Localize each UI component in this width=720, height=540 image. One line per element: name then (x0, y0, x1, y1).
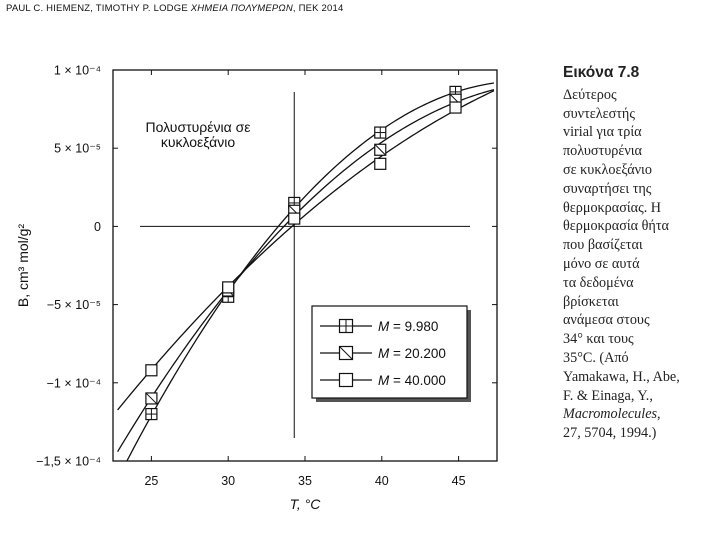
data-point (450, 102, 461, 113)
caption-line-text: που βασίζεται (563, 237, 643, 254)
caption-line-suffix: , (657, 406, 661, 423)
marker-box (223, 282, 234, 293)
data-point (223, 282, 234, 293)
caption-body (563, 86, 715, 443)
caption-line (563, 161, 715, 180)
caption-line (563, 123, 715, 142)
caption-line-text: πολυστυρένια (563, 143, 642, 160)
legend-marker (340, 374, 353, 387)
caption-line-text: Δεύτερος (563, 86, 617, 103)
x-axis-title: T, °C (289, 496, 321, 512)
caption-line-text: μόνο σε αυτά (563, 255, 640, 272)
caption-line-text: συντελεστής (563, 105, 635, 122)
caption-line-text: 35°C. (Από (563, 349, 629, 366)
x-tick-label: 25 (144, 474, 159, 488)
caption-line-text: Yamakawa, H., Abe, (563, 368, 680, 385)
caption-line-text: τα δεδομένα (563, 274, 634, 291)
caption-line (563, 142, 715, 161)
caption-line-text: σε κυκλοεξάνιο (563, 161, 652, 178)
legend-label-var: M (378, 346, 390, 361)
caption-line (563, 387, 715, 406)
data-point (375, 127, 386, 138)
marker-box (375, 158, 386, 169)
legend-label-var: M (378, 373, 390, 388)
caption-line (563, 199, 715, 218)
caption-line-text: θερμοκρασίας. Η (563, 199, 662, 216)
data-point (146, 365, 157, 376)
caption-line (563, 368, 715, 387)
marker-box (450, 102, 461, 113)
y-tick-label: 0 (94, 219, 101, 234)
data-point (146, 409, 157, 420)
figure-caption (563, 64, 715, 443)
y-axis-title: B, cm³ mol/g² (15, 223, 31, 308)
caption-line (563, 274, 715, 293)
legend-label-value: = 40.000 (389, 373, 446, 388)
caption-line (563, 293, 715, 312)
caption-line (563, 255, 715, 274)
marker-box (146, 365, 157, 376)
caption-line-text: 34° και τους (563, 331, 634, 348)
y-tick-label: 1 × 10⁻⁴ (53, 63, 101, 78)
x-tick-label: 30 (221, 474, 236, 488)
caption-line (563, 311, 715, 330)
caption-line (563, 105, 715, 124)
header-authors: PAUL C. HIEMENZ, TIMOTHY P. LODGE (6, 3, 188, 14)
caption-line (563, 86, 715, 105)
caption-line-text: συναρτήσει της (563, 180, 652, 197)
header-book-title: ΧΗΜΕΙΑ ΠΟΛΥΜΕΡΩΝ (190, 3, 293, 14)
caption-line (563, 349, 715, 368)
annotation-line: κυκλοεξάνιο (160, 134, 236, 150)
caption-line-text: Macromolecules (563, 406, 658, 423)
legend-marker (340, 347, 353, 360)
x-tick-label: 40 (374, 474, 389, 488)
caption-title: Εικόνα 7.8 (563, 64, 640, 81)
y-tick-label: 5 × 10⁻⁵ (54, 141, 101, 156)
caption-line-text: 27, 5704, 1994.) (563, 425, 657, 442)
marker-box (289, 213, 300, 224)
legend-label (378, 346, 446, 361)
caption-line (563, 424, 715, 443)
marker-box (340, 374, 353, 387)
legend-label-var: M (378, 319, 390, 334)
caption-line (563, 236, 715, 255)
caption-line-text: F. & Einaga, Y., (563, 387, 653, 404)
caption-line (563, 330, 715, 349)
annotation-line: Πολυστυρένια σε (145, 119, 251, 135)
legend-label-value: = 9.980 (389, 319, 439, 334)
y-tick-label: −5 × 10⁻⁵ (46, 298, 101, 313)
legend-marker (340, 320, 353, 333)
legend-label (378, 373, 446, 388)
data-point (146, 393, 157, 404)
data-point (289, 213, 300, 224)
caption-line-text: θερμοκρασία θήτα (563, 218, 669, 235)
legend-label-value: = 20.200 (389, 346, 446, 361)
caption-line-text: ανάμεσα στους (563, 312, 650, 329)
y-tick-label: −1,5 × 10⁻⁴ (36, 454, 101, 469)
x-tick-label: 45 (451, 474, 466, 488)
header-publisher: , ΠΕΚ 2014 (292, 3, 344, 14)
caption-line (563, 405, 715, 424)
data-point (375, 158, 386, 169)
caption-line (563, 217, 715, 236)
data-point (375, 144, 386, 155)
caption-line (563, 180, 715, 199)
caption-line-text: virial για τρία (563, 124, 642, 141)
caption-line-text: βρίσκεται (563, 293, 619, 310)
x-tick-label: 35 (298, 474, 312, 488)
legend-label (378, 319, 438, 334)
y-tick-label: −1 × 10⁻⁴ (46, 376, 101, 391)
